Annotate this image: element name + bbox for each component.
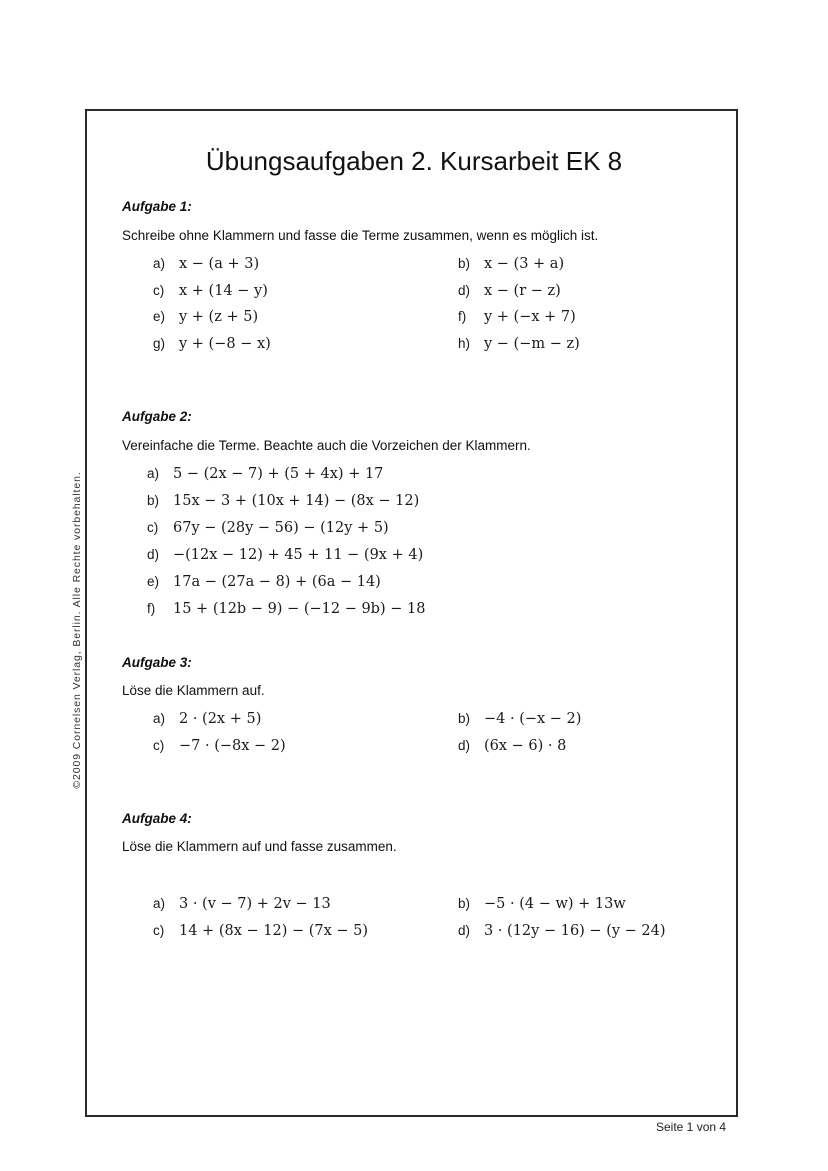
item-expression: −(12x − 12) + 45 + 11 − (9x + 4) [173, 547, 424, 563]
task-2-instruction: Vereinfache die Terme. Beachte auch die Vorzeichen der Klammern. [122, 438, 531, 453]
item-label: g) [153, 336, 166, 351]
item-expression: x − (r − z) [484, 283, 561, 299]
task-2-item-e [147, 573, 381, 590]
item-label: a) [153, 711, 166, 726]
task-1-item-b [458, 255, 564, 272]
item-label: a) [147, 466, 160, 481]
item-expression: x − (3 + a) [484, 256, 565, 272]
item-expression: 5 − (2x − 7) + (5 + 4x) + 17 [173, 466, 384, 482]
task-1-instruction: Schreibe ohne Klammern und fasse die Terme zusammen, wenn es möglich ist. [122, 228, 599, 243]
item-expression: 3 · (v − 7) + 2v − 13 [179, 896, 331, 912]
item-label: b) [458, 256, 471, 271]
item-label: e) [153, 309, 166, 324]
task-1-heading: Aufgabe 1: [122, 199, 192, 214]
item-expression: y + (z + 5) [179, 309, 259, 325]
task-4-item-d [458, 922, 666, 939]
task-2-heading: Aufgabe 2: [122, 409, 192, 424]
item-label: a) [153, 896, 166, 911]
task-4-item-a [153, 895, 331, 912]
item-label: a) [153, 256, 166, 271]
task-1-item-f [458, 308, 576, 325]
item-label: d) [458, 738, 471, 753]
item-expression: −4 · (−x − 2) [484, 711, 582, 727]
task-1-item-h [458, 335, 580, 352]
task-2-item-b [147, 492, 419, 509]
task-2-item-d [147, 546, 423, 563]
item-label: d) [147, 547, 160, 562]
item-expression: 15 + (12b − 9) − (−12 − 9b) − 18 [173, 601, 426, 617]
item-expression: 2 · (2x + 5) [179, 711, 262, 727]
task-3-heading: Aufgabe 3: [122, 655, 192, 670]
task-1-item-e [153, 308, 258, 325]
item-expression: −7 · (−8x − 2) [179, 738, 286, 754]
item-label: c) [147, 520, 159, 535]
item-label: c) [153, 923, 165, 938]
task-4-item-c [153, 922, 368, 939]
item-expression: y + (−8 − x) [179, 336, 271, 352]
task-4-heading: Aufgabe 4: [122, 811, 192, 826]
item-label: c) [153, 738, 165, 753]
page-number: Seite 1 von 4 [656, 1120, 727, 1134]
task-3-item-b [458, 710, 581, 727]
task-2-item-f [147, 600, 425, 617]
item-expression: x + (14 − y) [179, 283, 268, 299]
item-label: f) [147, 601, 156, 616]
task-4-item-b [458, 895, 626, 912]
item-label: b) [147, 493, 160, 508]
task-1-item-a [153, 255, 259, 272]
page-title: Übungsaufgaben 2. Kursarbeit EK 8 [205, 146, 623, 176]
item-label: e) [147, 574, 160, 589]
item-label: b) [458, 896, 471, 911]
task-2-item-a [147, 465, 383, 482]
task-3-item-a [153, 710, 261, 727]
item-expression: 67y − (28y − 56) − (12y + 5) [173, 520, 389, 536]
item-expression: (6x − 6) · 8 [484, 738, 567, 754]
item-label: b) [458, 711, 471, 726]
item-expression: y + (−x + 7) [484, 309, 576, 325]
task-4-instruction: Löse die Klammern auf und fasse zusammen. [122, 839, 397, 854]
task-1-item-g [153, 335, 271, 352]
item-label: c) [153, 283, 165, 298]
task-3-instruction: Löse die Klammern auf. [122, 683, 265, 698]
task-2-item-c [147, 519, 389, 536]
item-expression: 3 · (12y − 16) − (y − 24) [484, 923, 666, 939]
item-label: d) [458, 923, 471, 938]
copyright-note: ©2009 Cornelsen Verlag, Berlin. Alle Rechte vorbehalten. [71, 471, 83, 789]
item-expression: x − (a + 3) [179, 256, 260, 272]
task-3-item-c [153, 737, 286, 754]
item-label: f) [458, 309, 467, 324]
task-1-item-c [153, 282, 268, 299]
item-label: d) [458, 283, 471, 298]
task-3-item-d [458, 737, 566, 754]
item-label: h) [458, 336, 471, 351]
task-1-item-d [458, 282, 561, 299]
item-expression: 17a − (27a − 8) + (6a − 14) [173, 574, 381, 590]
item-expression: 15x − 3 + (10x + 14) − (8x − 12) [173, 493, 420, 509]
item-expression: 14 + (8x − 12) − (7x − 5) [179, 923, 369, 939]
item-expression: −5 · (4 − w) + 13w [484, 896, 626, 912]
item-expression: y − (−m − z) [484, 336, 580, 352]
